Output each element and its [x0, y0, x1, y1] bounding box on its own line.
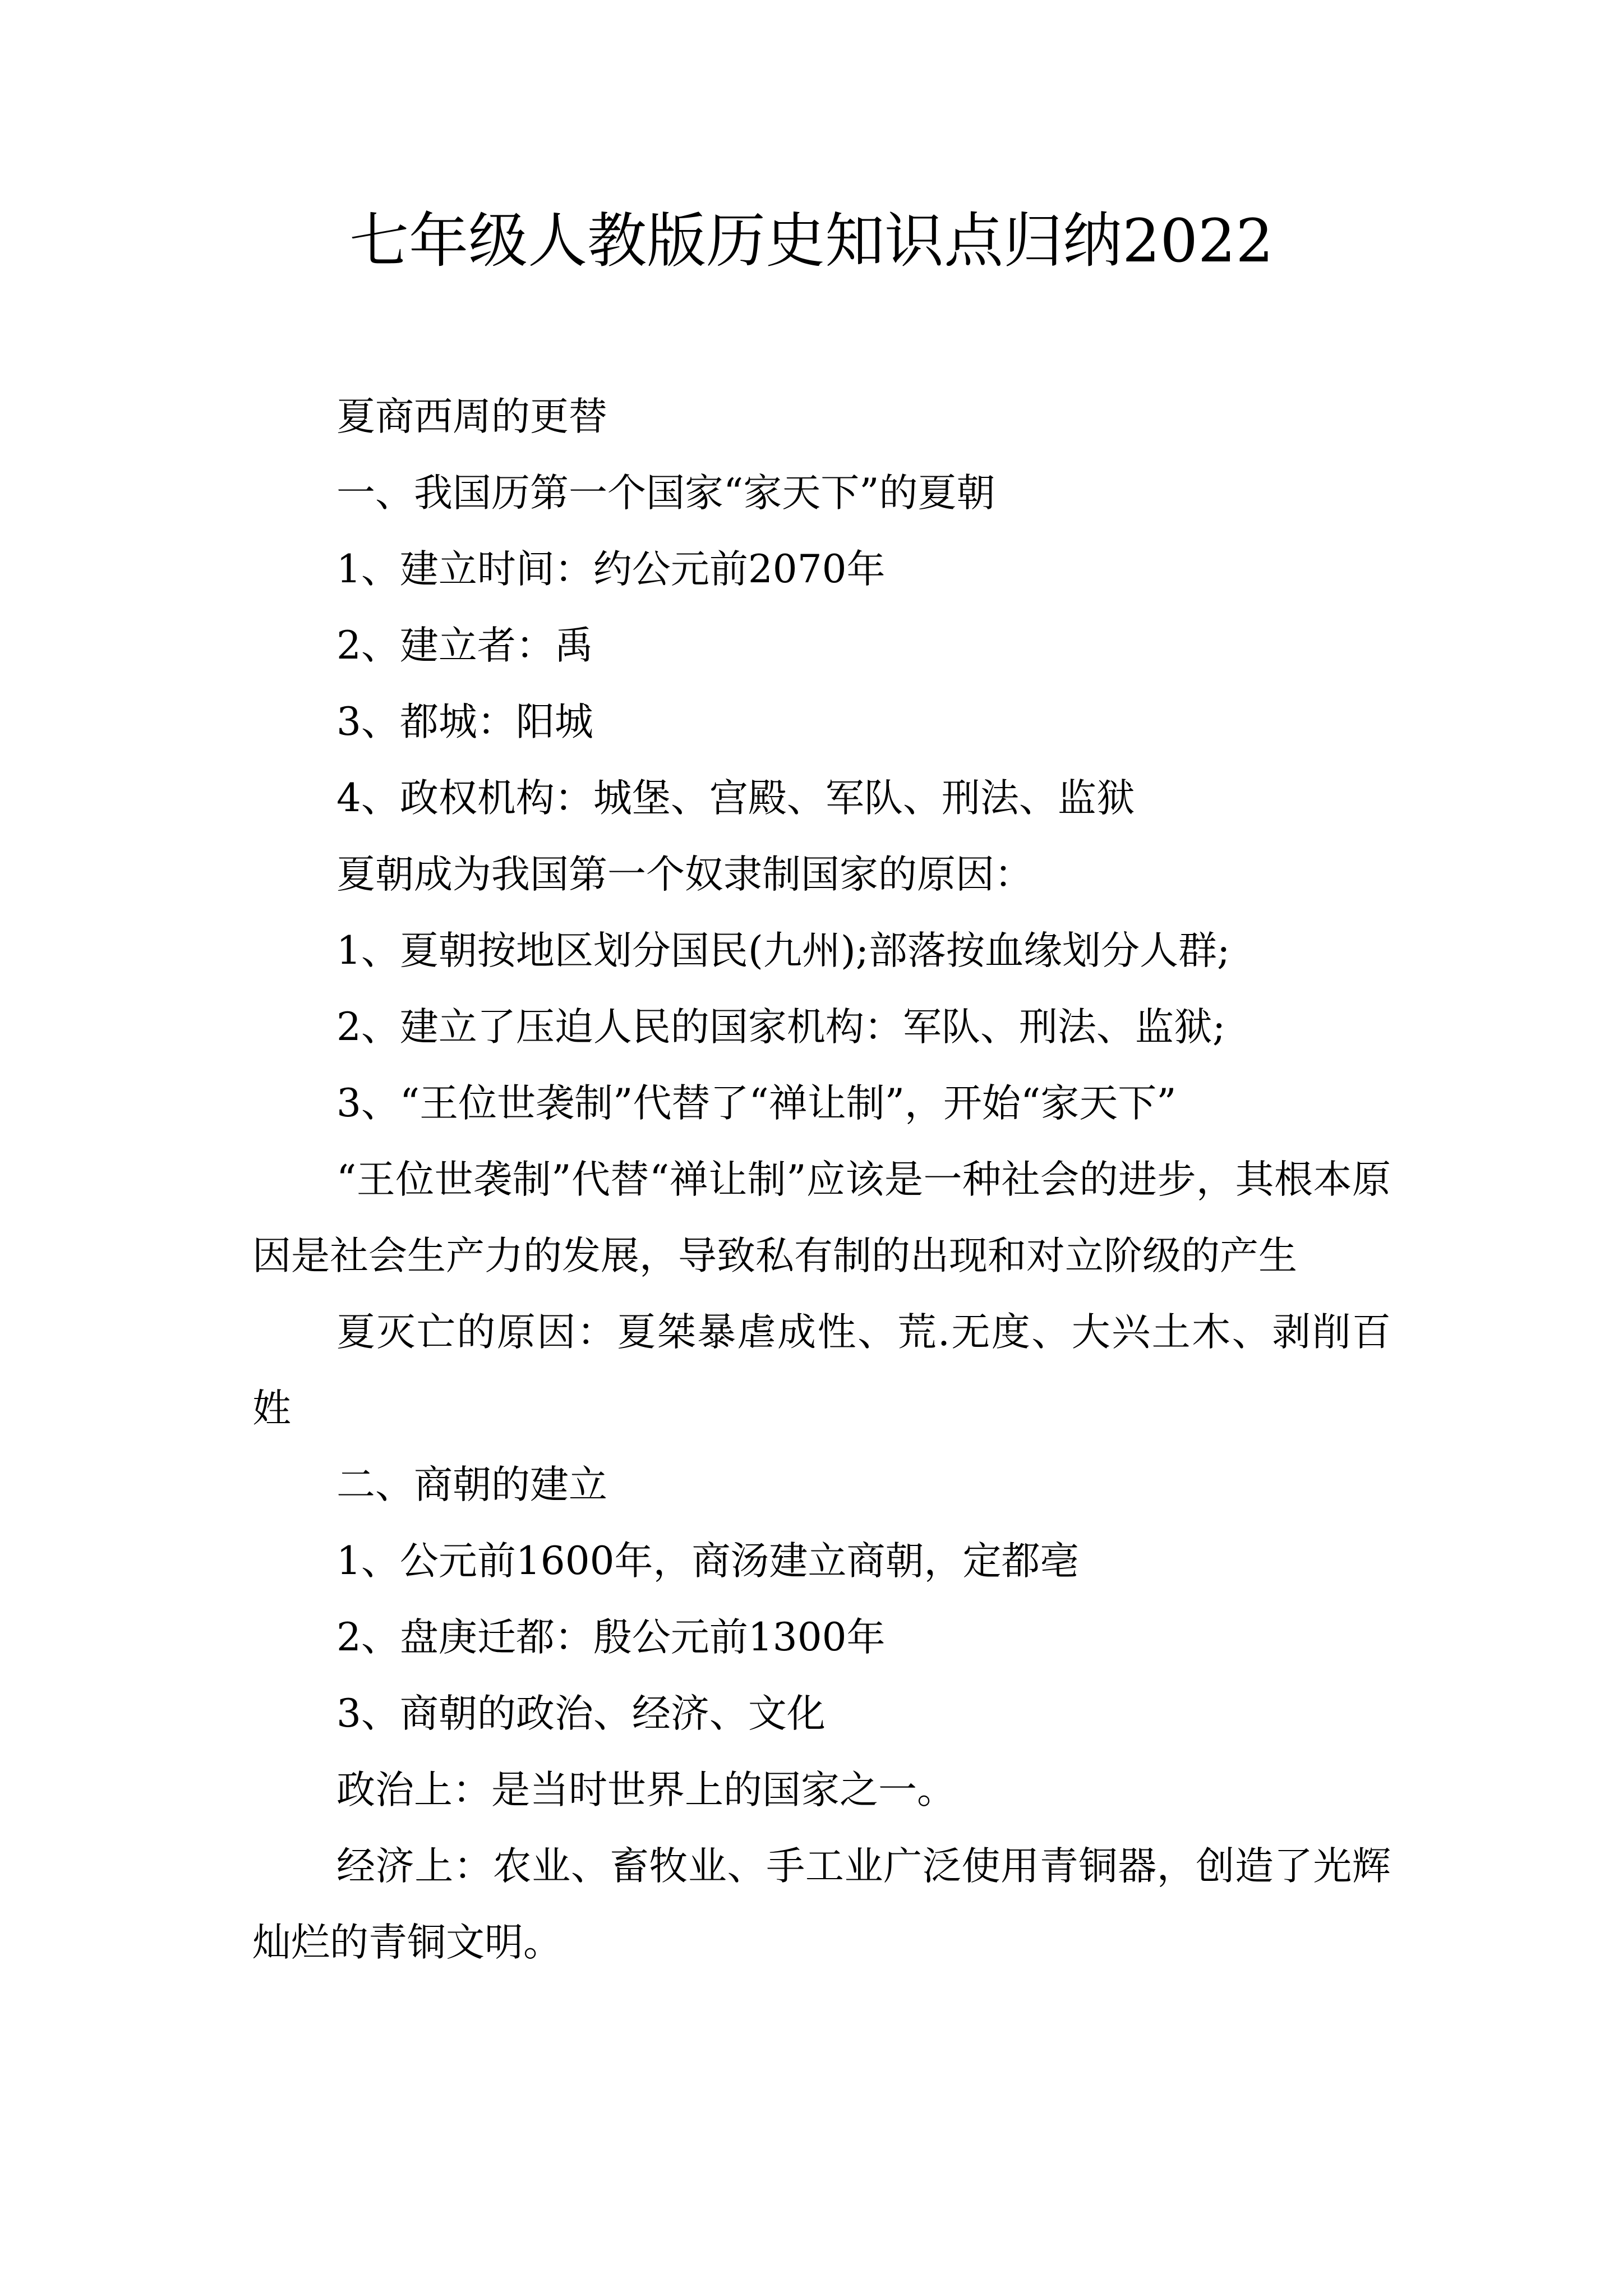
- list-item: 3、“王位世袭制”代替了“禅让制”，开始“家天下”: [336, 1081, 1177, 1126]
- body-paragraph: “王位世袭制”代替“禅让制”应该是一种社会的进步，其根本原因是社会生产力的发展，导致私有制的出现和对立阶级的产生: [252, 1157, 1391, 1278]
- list-item: 2、建立者：禹: [336, 623, 593, 668]
- section-heading: 夏商西周的更替: [336, 394, 607, 439]
- body-paragraph: 夏朝成为我国第一个奴隶制国家的原因：: [336, 852, 1033, 897]
- list-item: 2、建立了压迫人民的国家机构：军队、刑法、监狱;: [336, 1005, 1226, 1050]
- document-body: [252, 379, 1391, 1981]
- subsection-heading: 二、商朝的建立: [336, 1462, 607, 1507]
- list-item: 3、商朝的政治、经济、文化: [336, 1691, 826, 1736]
- body-paragraph: 夏灭亡的原因：夏桀暴虐成性、荒.无度、大兴土木、剥削百姓: [252, 1310, 1391, 1431]
- list-item: 1、建立时间：约公元前2070年: [336, 547, 886, 592]
- list-item: 1、夏朝按地区划分国民(九州);部落按血缘划分人群;: [336, 928, 1230, 973]
- subsection-heading: 一、我国历第一个国家“家天下”的夏朝: [336, 471, 995, 516]
- body-paragraph: 经济上：农业、畜牧业、手工业广泛使用青铜器，创造了光辉灿烂的青铜文明。: [252, 1844, 1391, 1965]
- page-title: 七年级人教版历史知识点归纳2022: [349, 206, 1274, 275]
- body-paragraph: 政治上：是当时世界上的国家之一。: [336, 1768, 956, 1812]
- list-item: 2、盘庚迁都：殷公元前1300年: [336, 1615, 886, 1660]
- list-item: 1、公元前1600年，商汤建立商朝，定都亳: [336, 1539, 1079, 1584]
- list-item: 4、政权机构：城堡、宫殿、军队、刑法、监狱: [336, 776, 1135, 821]
- list-item: 3、都城：阳城: [336, 700, 593, 744]
